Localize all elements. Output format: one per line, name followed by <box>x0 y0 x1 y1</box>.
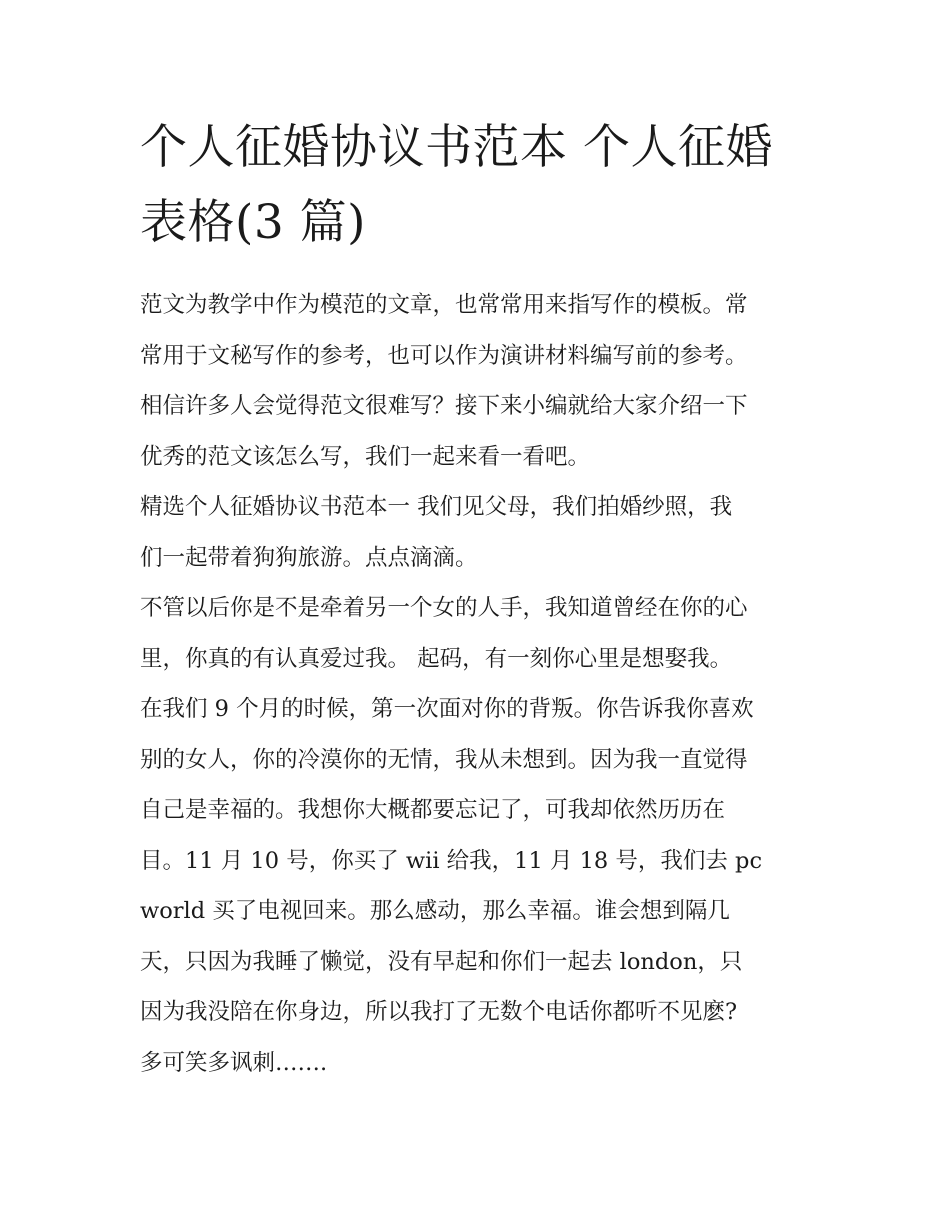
paragraph-line: 因为我没陪在你身边，所以我打了无数个电话你都听不见麽? <box>140 999 738 1025</box>
document-page <box>140 110 820 1088</box>
paragraph-line: 自己是幸福的。我想你大概都要忘记了，可我却依然历历在 <box>140 797 726 823</box>
paragraph-line: 常用于文秘写作的参考，也可以作为演讲材料编写前的参考。 <box>140 342 748 369</box>
paragraph-line: 们一起带着狗狗旅游。点点滴滴。 <box>140 544 478 571</box>
paragraph-line: 天，只因为我睡了懒觉，没有早起和你们一起去 london，只 <box>140 948 743 975</box>
paragraph-line: world 买了电视回来。那么感动，那么幸福。谁会想到隔几 <box>140 898 730 924</box>
paragraph-line: 不管以后你是不是牵着另一个女的人手，我知道曾经在你的心 <box>140 595 748 621</box>
paragraph-intro <box>140 280 820 482</box>
paragraph-line: 多可笑多讽刺……. <box>140 1049 328 1076</box>
title-line-1: 个人征婚协议书范本 个人征婚 <box>140 120 773 175</box>
paragraph-line: 相信许多人会觉得范文很难写？接下来小编就给大家介绍一下 <box>140 393 748 419</box>
paragraph-line: 范文为教学中作为模范的文章，也常常用来指写作的模板。常 <box>140 292 748 318</box>
paragraph-line: 别的女人，你的冷漠你的无情，我从未想到。因为我一直觉得 <box>140 746 748 773</box>
paragraph-sample-one <box>140 482 820 583</box>
paragraph-story <box>140 583 820 1088</box>
document-body <box>140 280 820 1088</box>
title-line-2: 表格(3 篇) <box>140 195 367 250</box>
paragraph-line: 里，你真的有认真爱过我。 起码，有一刻你心里是想娶我。 <box>140 645 733 672</box>
document-title <box>140 110 820 260</box>
paragraph-line: 在我们 9 个月的时候，第一次面对你的背叛。你告诉我你喜欢 <box>140 696 754 722</box>
paragraph-line: 精选个人征婚协议书范本一 我们见父母，我们拍婚纱照，我 <box>140 494 733 520</box>
paragraph-line: 优秀的范文该怎么写，我们一起来看一看吧。 <box>140 443 591 470</box>
paragraph-line: 目。11 月 10 号，你买了 wii 给我，11 月 18 号，我们去 pc <box>140 847 763 874</box>
